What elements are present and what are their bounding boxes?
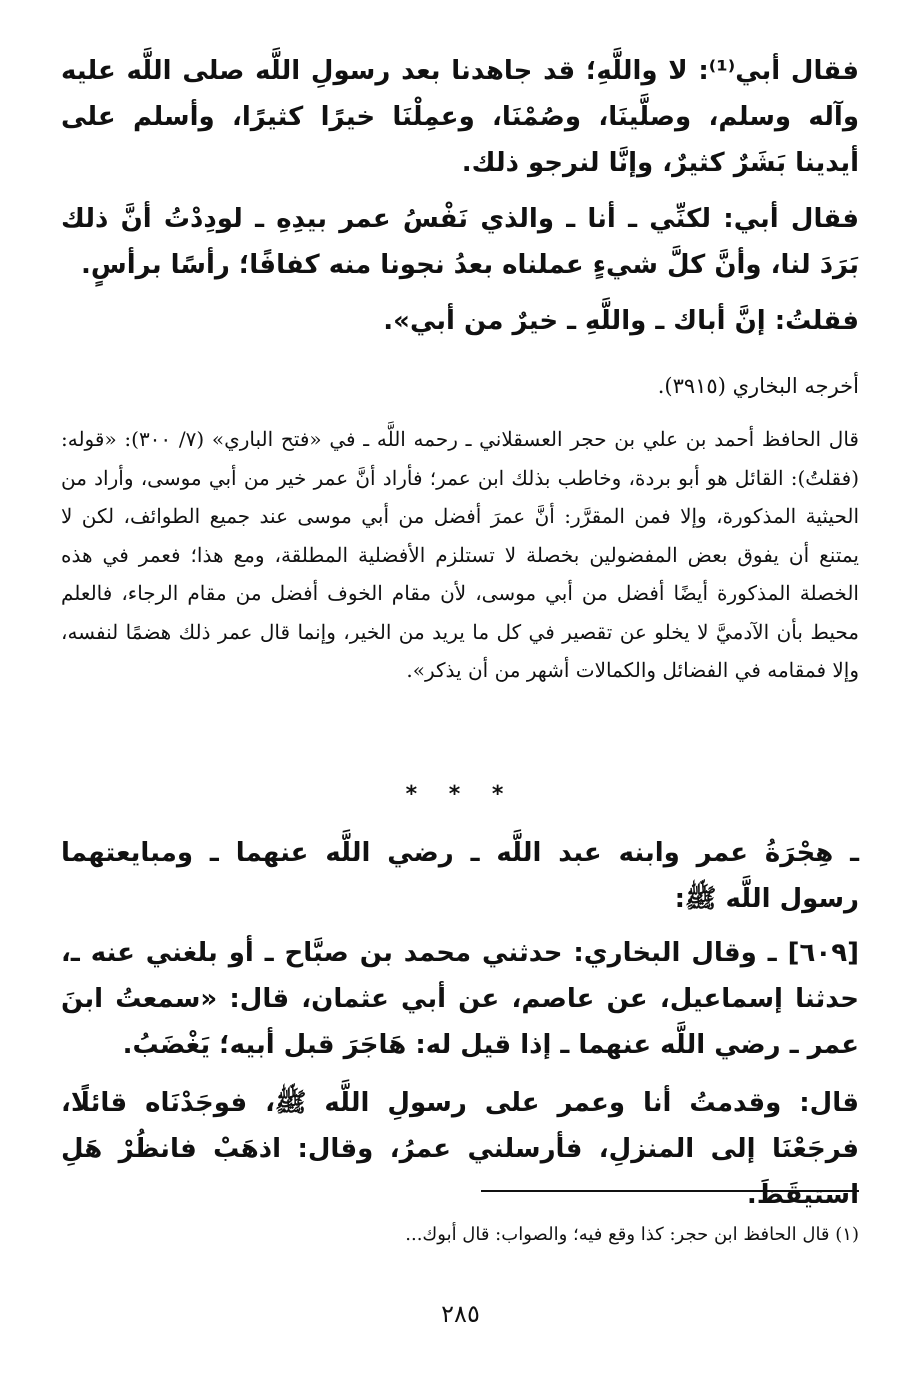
commentary-text: قال الحافظ أحمد بن علي بن حجر العسقلاني ـ رحمه اللَّه ـ في «فتح الباري» (٧/ ٣٠٠): «قوله: (فقلتُ): القائل هو أبو بردة، وخاطب بذلك ابن عمر؛ فأراد أنَّ عمر خير من أبي موسى، وأراد من الحيثية المذكورة، وإلا فمن المقرَّر: أنَّ عمرَ أفضل من أبي موسى عند جميع الطوائف، لكن لا يمتنع أن يفوق بعض المفضولين بخصلة لا تستلزم الأفضلية المطلقة، ومع هذا؛ فعمر في هذه الخصلة المذكورة أيضًا أفضل من أبي موسى، لأن مقام الخوف أفضل من مقام الرجاء، فالعلم محيط بأن الآدميَّ لا يخلو عن تقصير في كل ما يريد من الخير، وإنما قال عمر ذلك هضمًا لنفسه، وإلا فمقامه في الفضائل والكمالات أشهر من أن يذكر». [61,427,859,682]
source-text: أخرجه البخاري (٣٩١٥). [657,374,859,398]
narration-text-1: فقال أبي⁽¹⁾: لا واللَّهِ؛ قد جاهدنا بعد رسولِ اللَّه صلى اللَّه عليه وآله وسلم، وصلَّينَا، وصُمْنَا، وعمِلْنَا خيرًا كثيرًا، وأسلم على أيدينا بَشَرٌ كثيرٌ، وإنَّا لنرجو ذلك. [61,56,859,178]
chapter-heading-text: ـ هِجْرَةُ عمر وابنه عبد اللَّه ـ رضي اللَّه عنهما ـ ومبايعتهما رسول اللَّه ﷺ: [61,838,859,914]
source-reference [61,368,859,404]
chapter-heading [61,830,859,922]
narration-text-2: فقال أبي: لكنِّي ـ أنا ـ والذي نَفْسُ عمر بيدِهِ ـ لودِدْتُ أنَّ ذلك بَرَدَ لنا، وأنَّ كلَّ شيءٍ عملناه بعدُ نجونا منه كفافًا؛ رأسًا برأسٍ. [61,204,859,280]
narration-paragraph-3 [61,298,859,344]
footnote [61,1220,859,1250]
commentary-paragraph [61,420,859,690]
hadith-text-1: [٦٠٩] ـ وقال البخاري: حدثني محمد بن صبَّاح ـ أو بلغني عنه ـ، حدثنا إسماعيل، عن عاصم، عن أبي عثمان، قال: «سمعتُ ابنَ عمر ـ رضي اللَّه عنهما ـ إذا قيل له: هَاجَرَ قبل أبيه؛ يَغْضَبُ. [61,938,859,1060]
footnote-text: (١) قال الحافظ ابن حجر: كذا وقع فيه؛ والصواب: قال أبوك... [405,1224,859,1245]
narration-paragraph-2 [61,196,859,288]
page-number: ٢٨٥ [441,1300,480,1328]
hadith-text-2: قال: وقدمتُ أنا وعمر على رسولِ اللَّه ﷺ، فوجَدْنَاه قائلًا، فرجَعْنَا إلى المنزلِ، فأرسلني عمرُ، وقال: اذهَبْ فانظُرْ هَلِ استيقَظَ. [61,1088,859,1210]
narration-paragraph-1 [61,48,859,186]
hadith-paragraph-1 [61,930,859,1068]
hadith-paragraph-2 [61,1080,859,1218]
narration-text-3: فقلتُ: إنَّ أباك ـ واللَّهِ ـ خيرٌ من أبي». [383,306,859,336]
footnote-separator-line [481,1190,859,1192]
section-separator: * * * [405,782,516,807]
